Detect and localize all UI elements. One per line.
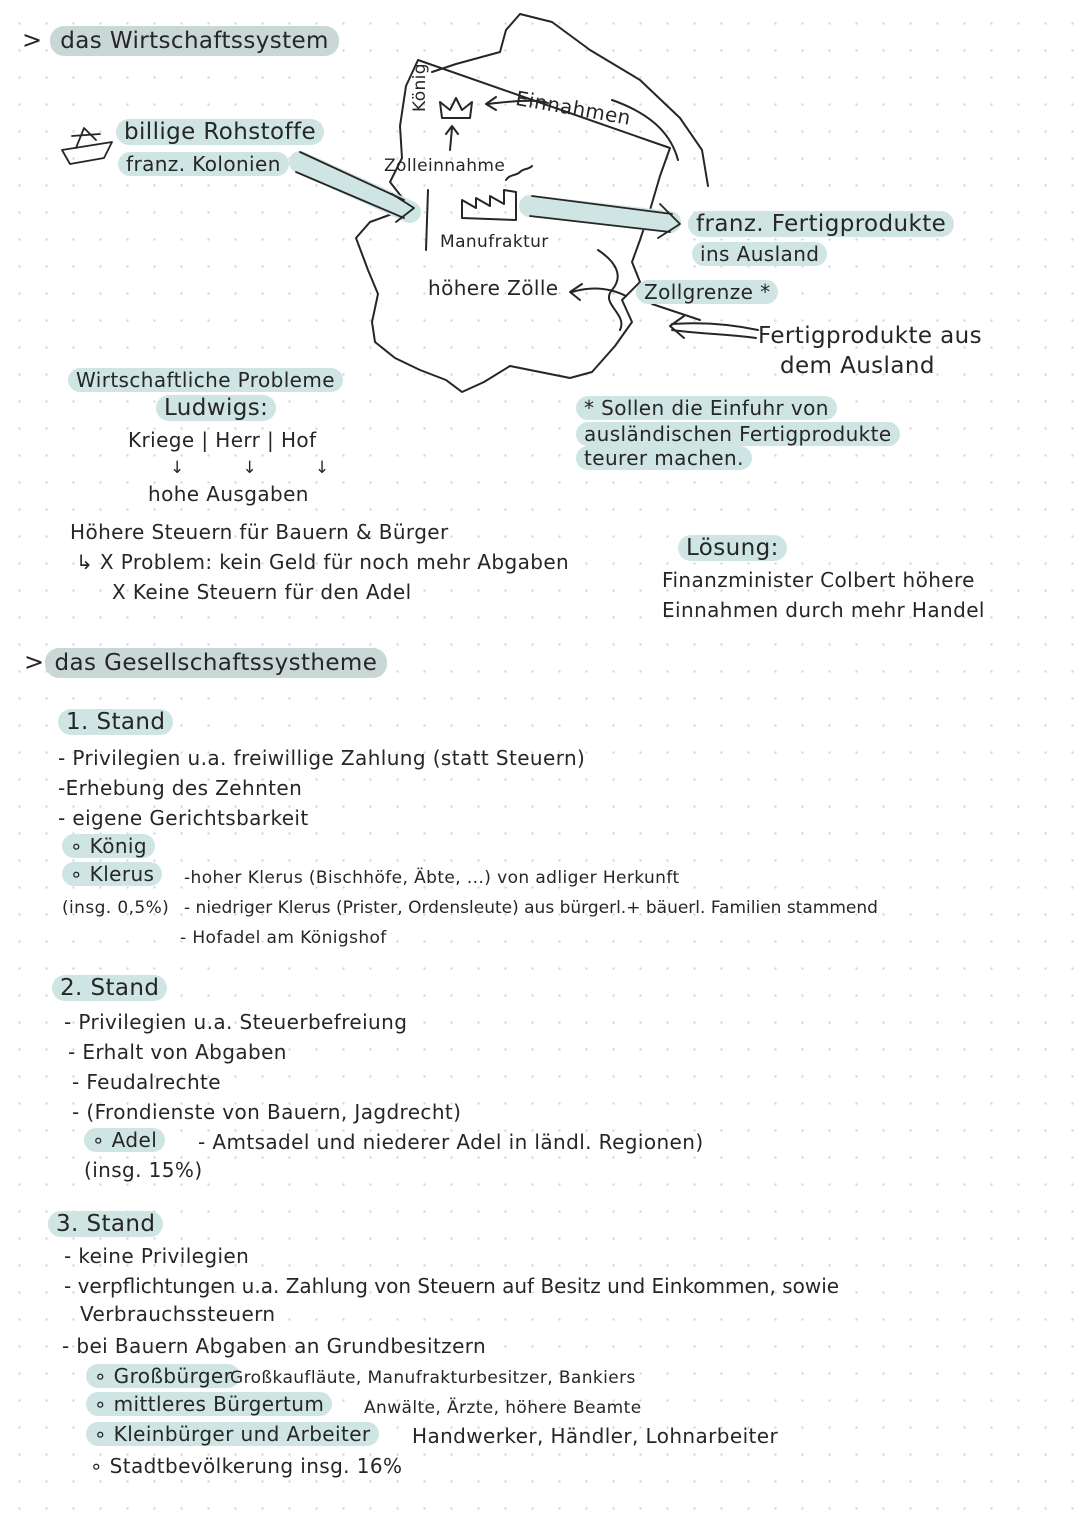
- stand3-title: 3. Stand: [48, 1212, 163, 1236]
- label-einnahmen: Einnahmen: [513, 86, 633, 130]
- stand3-klein-text: Handwerker, Händler, Lohnarbeiter: [412, 1424, 779, 1448]
- stand3-mittel-text: Anwälte, Ärzte, höhere Beamte: [364, 1398, 642, 1418]
- stand1-line3: - eigene Gerichtsbarkeit: [58, 806, 309, 830]
- label-zollgrenze: Zollgrenze *: [636, 280, 778, 304]
- section-heading-gesellschaft: > das Gesellschaftssystheme: [24, 650, 387, 675]
- probleme-kriege: Kriege | Herr | Hof: [128, 428, 317, 452]
- stand3-stadt: ∘ Stadtbevölkerung insg. 16%: [90, 1454, 403, 1478]
- probleme-ausgaben: hohe Ausgaben: [148, 482, 309, 506]
- stand1-line2: -Erhebung des Zehnten: [58, 776, 303, 800]
- label-zolleinnahme: Zolleinnahme: [384, 156, 506, 176]
- stand3-line2: - verpflichtungen u.a. Zahlung von Steuern auf Besitz und Einkommen, sowie: [64, 1274, 840, 1298]
- probleme-title: Wirtschaftliche Probleme: [68, 368, 343, 392]
- stand2-line3: - Feudalrechte: [72, 1070, 221, 1094]
- stand2-line4: - (Frondienste von Bauern, Jagdrecht): [72, 1100, 462, 1124]
- stand3-mittel: ∘ mittleres Bürgertum: [86, 1392, 332, 1416]
- label-koenig: König: [410, 63, 430, 112]
- loesung-label: Lösung:: [678, 536, 787, 560]
- stand1-koenig: ∘ König: [62, 834, 155, 858]
- probleme-steuern: Höhere Steuern für Bauern & Bürger: [70, 520, 449, 544]
- stand1-klerus: ∘ Klerus: [62, 862, 162, 886]
- probleme-adel: X Keine Steuern für den Adel: [112, 580, 412, 604]
- label-kolonien: franz. Kolonien: [118, 152, 289, 176]
- stand3-line3: - bei Bauern Abgaben an Grundbesitzern: [62, 1334, 487, 1358]
- probleme-sub: Ludwigs:: [156, 396, 276, 420]
- loesung-2: Einnahmen durch mehr Handel: [662, 598, 985, 622]
- stand2-line2: - Erhalt von Abgaben: [68, 1040, 287, 1064]
- label-ins-ausland: ins Ausland: [692, 242, 827, 266]
- loesung-1: Finanzminister Colbert höhere: [662, 568, 975, 592]
- label-rohstoffe: billige Rohstoffe: [116, 120, 324, 144]
- stand1-klerus-hoch: -hoher Klerus (Bischhöfe, Äbte, ...) von adliger Herkunft: [184, 868, 680, 888]
- label-import-2: dem Ausland: [780, 353, 935, 379]
- footnote-3: teurer machen.: [576, 446, 752, 470]
- probleme-geld: ↳ X Problem: kein Geld für noch mehr Abgaben: [76, 550, 570, 574]
- stand1-klerus-nied: - niedriger Klerus (Prister, Ordensleute) aus bürgerl.+ bäuerl. Familien stammend: [184, 898, 878, 918]
- stand3-klein: ∘ Kleinbürger und Arbeiter: [86, 1422, 379, 1446]
- stand3-gross: ∘ Großbürger: [86, 1364, 240, 1388]
- stand1-insg: (insg. 0,5%): [62, 898, 170, 918]
- stand1-hofadel: - Hofadel am Königshof: [180, 928, 387, 948]
- label-hoehere-zoelle: höhere Zölle: [428, 276, 559, 300]
- stand3-gross-text: Großkaufläute, Manufrakturbesitzer, Bankiers: [230, 1368, 636, 1388]
- footnote-1: * Sollen die Einfuhr von: [576, 396, 837, 420]
- stand1-title: 1. Stand: [58, 710, 173, 734]
- stand2-insg: (insg. 15%): [84, 1158, 203, 1182]
- stand2-adel: ∘ Adel: [84, 1128, 165, 1152]
- label-import-1: Fertigprodukte aus: [758, 323, 983, 349]
- label-manufaktur: Manufraktur: [440, 232, 549, 252]
- stand1-line1: - Privilegien u.a. freiwillige Zahlung (statt Steuern): [58, 746, 586, 770]
- stand3-line2b: Verbrauchssteuern: [80, 1302, 276, 1326]
- stand3-line1: - keine Privilegien: [64, 1244, 250, 1268]
- label-fertigprodukte: franz. Fertigprodukte: [688, 212, 954, 236]
- stand2-adel-text: - Amtsadel und niederer Adel in ländl. Regionen): [198, 1130, 704, 1154]
- probleme-arrows: ↓ ↓ ↓: [170, 458, 330, 478]
- section-heading-wirtschaft: > das Wirtschaftssystem: [22, 28, 339, 53]
- footnote-2: ausländischen Fertigprodukte: [576, 422, 900, 446]
- stand2-title: 2. Stand: [52, 976, 167, 1000]
- stand2-line1: - Privilegien u.a. Steuerbefreiung: [64, 1010, 408, 1034]
